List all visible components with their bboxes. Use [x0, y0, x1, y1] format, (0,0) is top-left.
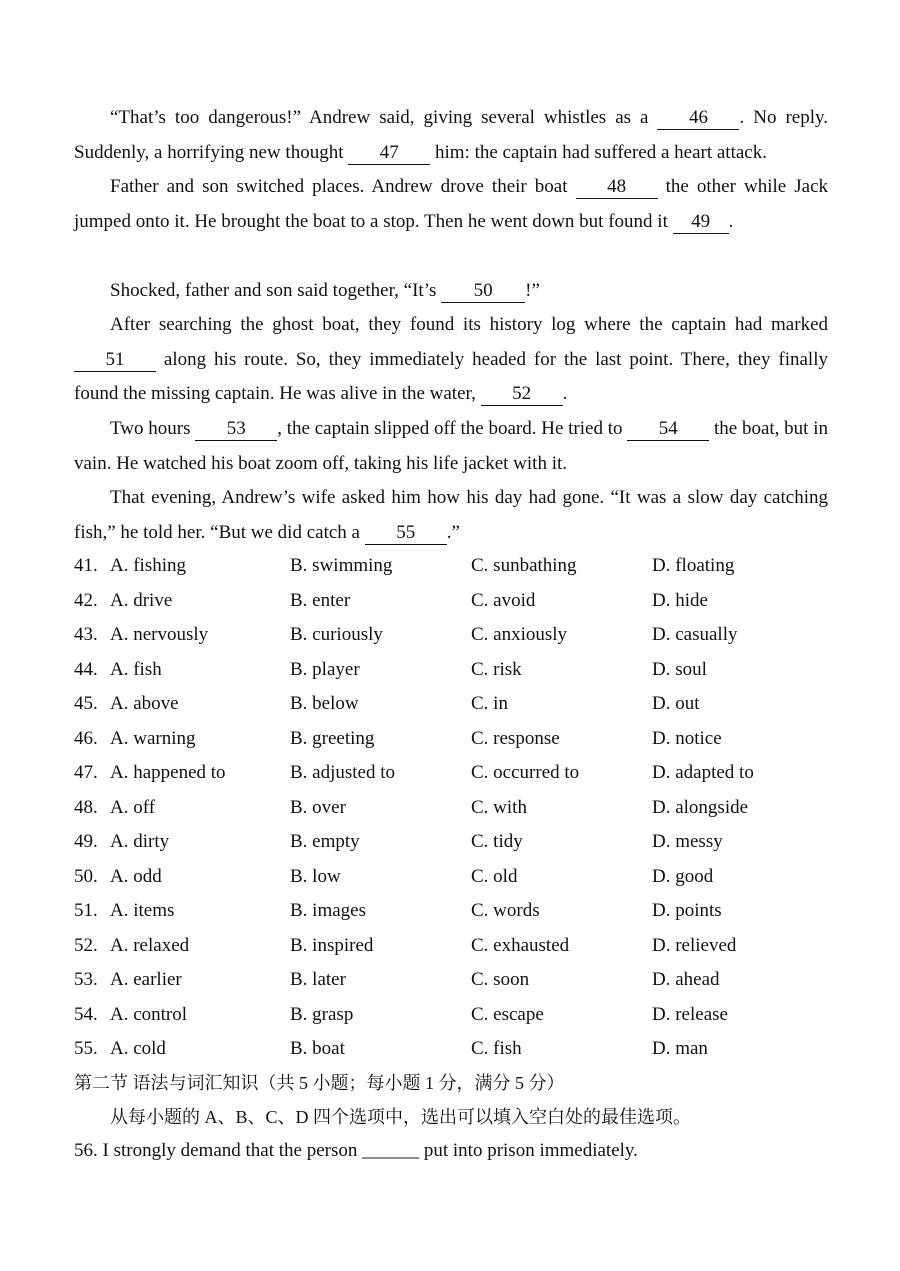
option-a: A. above [110, 693, 179, 714]
option-d: D. relieved [652, 934, 737, 956]
option-row [74, 722, 834, 757]
option-b: B. greeting [290, 727, 375, 749]
option-d: D. adapted to [652, 762, 754, 783]
option-b: B. adjusted to [290, 762, 396, 783]
option-a: A. off [110, 796, 156, 818]
question-56: 56. I strongly demand that the person ______ put into prison immediately. [74, 1140, 638, 1161]
option-row [74, 998, 834, 1033]
option-d: D. out [652, 693, 700, 714]
question-number: 41. [74, 555, 98, 576]
question-number: 42. [74, 589, 98, 611]
option-d: D. hide [652, 589, 708, 611]
option-row [74, 549, 834, 584]
option-a: A. fishing [110, 555, 186, 576]
option-c: C. tidy [471, 831, 523, 852]
option-a: A. warning [110, 727, 196, 749]
option-c: C. escape [471, 1003, 544, 1025]
question-number: 44. [74, 658, 98, 680]
blank-53: 53 [195, 418, 277, 441]
option-c: C. avoid [471, 589, 536, 611]
option-d: D. soul [652, 658, 707, 680]
option-c: C. in [471, 693, 508, 714]
option-d: D. man [652, 1038, 708, 1059]
option-c: C. sunbathing [471, 555, 577, 576]
option-a: A. happened to [110, 762, 226, 783]
question-number: 50. [74, 865, 98, 887]
option-a: A. dirty [110, 831, 170, 852]
option-row [74, 584, 834, 619]
option-b: B. inspired [290, 934, 374, 956]
option-d: D. casually [652, 624, 738, 645]
question-number: 45. [74, 693, 98, 714]
option-a: A. odd [110, 865, 162, 887]
passage-paragraph: That evening, Andrew’s wife asked him how his day had gone. “It was a slow day catching fish,” he told her. “But we did catch a 55 .” [74, 487, 828, 543]
option-c: C. old [471, 865, 518, 887]
option-b: B. curiously [290, 624, 383, 645]
blank-46: 46 [657, 107, 739, 130]
passage-paragraph: “That’s too dangerous!” Andrew said, giving several whistles as a 46 . No reply. Suddenly, a horrifying new thought 47 him: the captain had suffered a heart attack. [74, 107, 828, 163]
option-d: D. ahead [652, 969, 720, 990]
option-d: D. good [652, 865, 714, 887]
option-d: D. alongside [652, 796, 749, 818]
option-b: B. grasp [290, 1003, 354, 1025]
section-instruction: 从每小题的 A、B、C、D 四个选项中，选出可以填入空白处的最佳选项。 [110, 1107, 692, 1127]
option-row [74, 860, 834, 895]
option-b: B. empty [290, 831, 360, 852]
option-b: B. player [290, 658, 360, 680]
option-d: D. floating [652, 555, 735, 576]
option-c: C. words [471, 900, 540, 921]
question-number: 47. [74, 762, 98, 783]
options-list [74, 549, 834, 1067]
option-a: A. control [110, 1003, 188, 1025]
answer-blank: ______ [362, 1140, 420, 1161]
question-number: 56. [74, 1140, 98, 1161]
question-number: 43. [74, 624, 98, 645]
option-b: B. later [290, 969, 346, 990]
option-row [74, 653, 834, 688]
option-a: A. relaxed [110, 934, 190, 956]
section-heading: 第二节 语法与词汇知识（共 5 小题；每小题 1 分，满分 5 分） [74, 1073, 565, 1093]
blank-49: 49 [673, 211, 729, 234]
passage-paragraph: After searching the ghost boat, they found its history log where the captain had marked 51 along his route. So, they immediately headed for the last point. There, they finally found the missing captain. He was alive in the water, 52 . [74, 314, 828, 404]
option-row [74, 929, 834, 964]
option-a: A. fish [110, 658, 162, 680]
option-a: A. earlier [110, 969, 182, 990]
option-b: B. low [290, 865, 341, 887]
question-number: 54. [74, 1003, 98, 1025]
question-number: 55. [74, 1038, 98, 1059]
blank-48: 48 [576, 176, 658, 199]
option-row [74, 963, 834, 998]
option-row [74, 756, 834, 791]
question-number: 52. [74, 934, 98, 956]
question-number: 49. [74, 831, 98, 852]
option-row [74, 791, 834, 826]
option-row [74, 687, 834, 722]
option-d: D. notice [652, 727, 722, 749]
passage-paragraph: Father and son switched places. Andrew drove their boat 48 the other while Jack jumped onto it. He brought the boat to a stop. Then he went down but found it 49 . [74, 176, 828, 232]
blank-51: 51 [74, 349, 156, 372]
option-a: A. nervously [110, 624, 209, 645]
option-b: B. over [290, 796, 346, 818]
blank-47: 47 [348, 142, 430, 165]
option-c: C. exhausted [471, 934, 570, 956]
option-b: B. boat [290, 1038, 345, 1059]
option-d: D. points [652, 900, 722, 921]
option-c: C. with [471, 796, 527, 818]
option-row [74, 618, 834, 653]
option-a: A. drive [110, 589, 173, 611]
option-c: C. risk [471, 658, 522, 680]
option-d: D. messy [652, 831, 723, 852]
option-c: C. occurred to [471, 762, 580, 783]
option-c: C. response [471, 727, 560, 749]
option-a: A. cold [110, 1038, 166, 1059]
option-b: B. below [290, 693, 359, 714]
passage-paragraph: Two hours 53 , the captain slipped off the board. He tried to 54 the boat, but in vain. He watched his boat zoom off, taking his life jacket with it. [74, 418, 828, 474]
option-d: D. release [652, 1003, 728, 1025]
blank-54: 54 [627, 418, 709, 441]
passage-paragraph: Shocked, father and son said together, “It’s 50 !” [110, 280, 540, 301]
option-row [74, 1032, 834, 1067]
option-row [74, 894, 834, 929]
option-c: C. anxiously [471, 624, 568, 645]
blank-55: 55 [365, 522, 447, 545]
question-number: 53. [74, 969, 98, 990]
blank-50: 50 [441, 280, 525, 303]
option-c: C. fish [471, 1038, 522, 1059]
option-b: B. enter [290, 589, 351, 611]
option-row [74, 825, 834, 860]
question-number: 48. [74, 796, 98, 818]
option-b: B. swimming [290, 555, 393, 576]
option-a: A. items [110, 900, 175, 921]
option-c: C. soon [471, 969, 530, 990]
blank-52: 52 [481, 383, 563, 406]
question-number: 51. [74, 900, 98, 921]
option-b: B. images [290, 900, 366, 921]
question-number: 46. [74, 727, 98, 749]
